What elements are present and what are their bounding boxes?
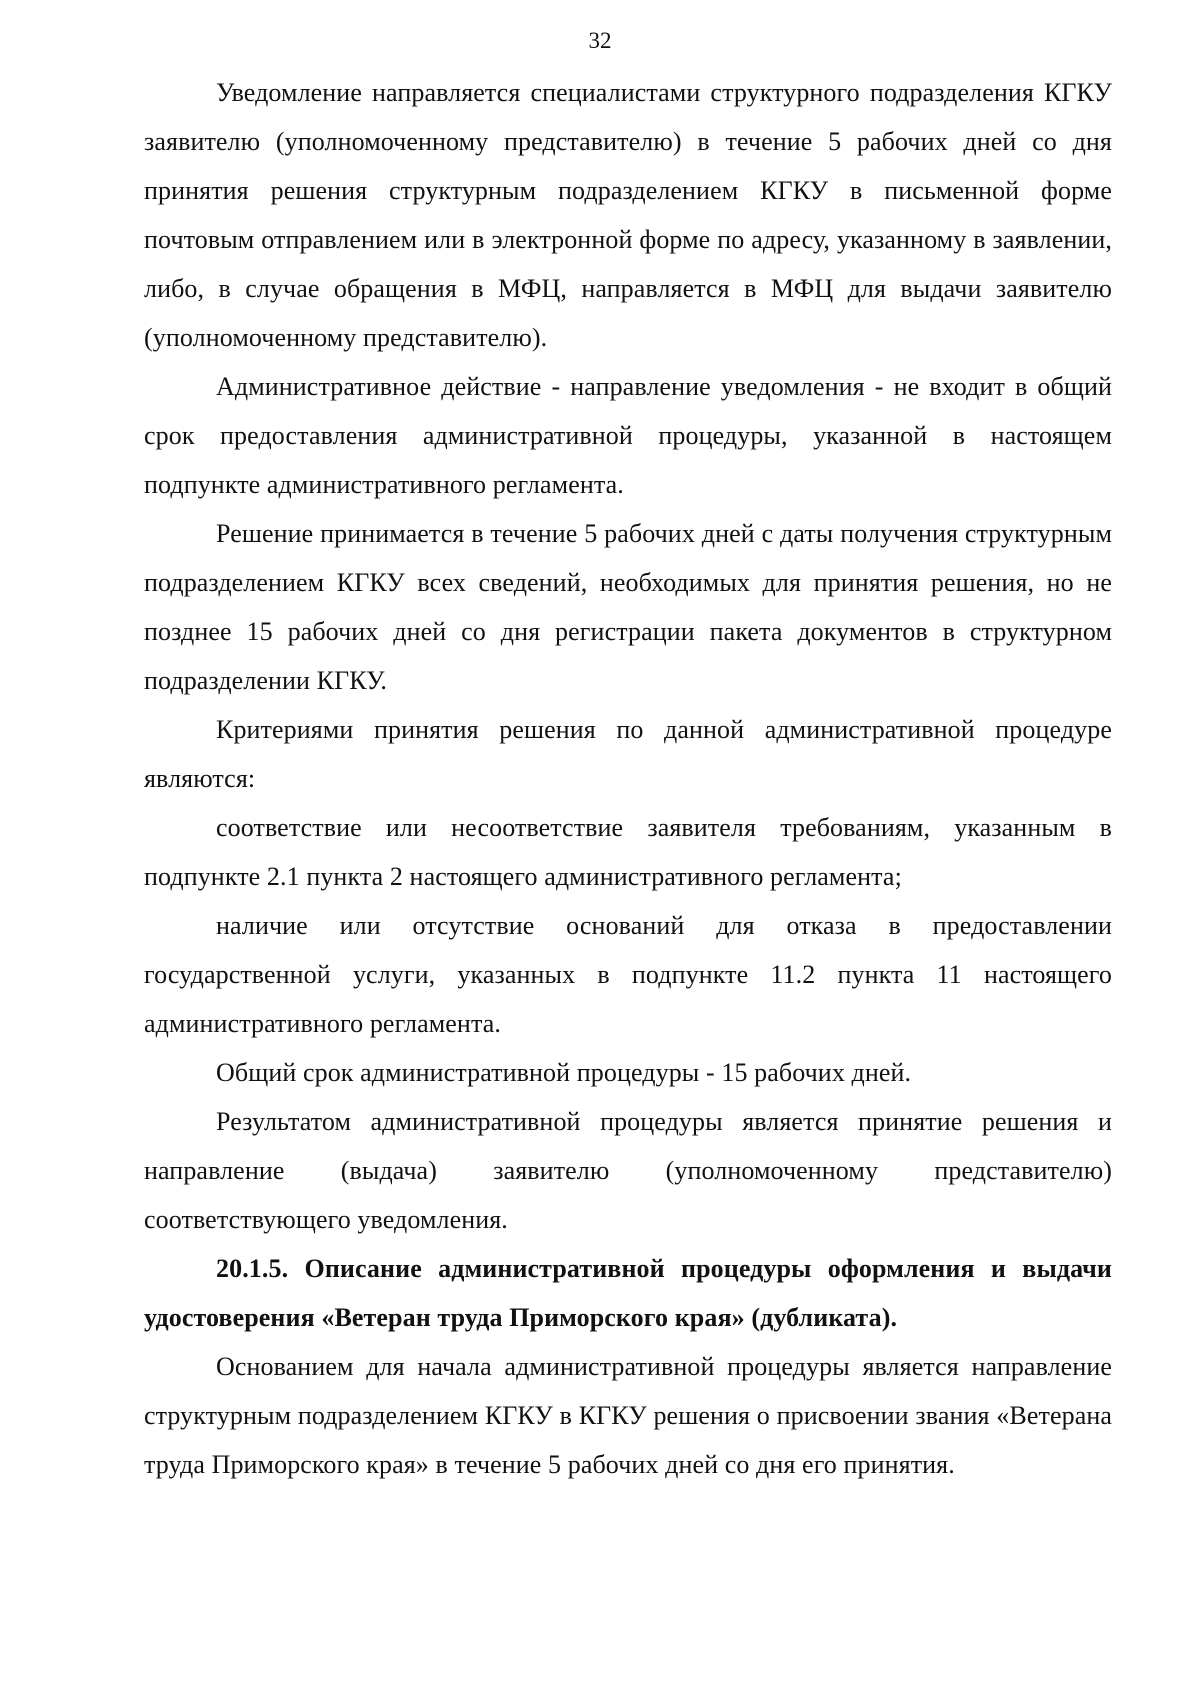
paragraph-decision-term: Решение принимается в течение 5 рабочих дней с даты получения структурным подразделением КГКУ всех сведений, необходимых для принятия решения, но не позднее 15 рабочих дней со дня регистрации пакета документов в структурном подразделении КГКУ. [144, 519, 1112, 695]
paragraph-criterion-requirements: соответствие или несоответствие заявителя требованиям, указанным в подпункте 2.1 пункта 2 настоящего административного регламента; [144, 813, 1112, 891]
page-number: 32 [588, 28, 612, 53]
paragraph-criterion-refusal-grounds: наличие или отсутствие оснований для отказа в предоставлении государственной услуги, указанных в подпункте 11.2 пункта 11 настоящего административного регламента. [144, 911, 1112, 1038]
paragraph-total-term: Общий срок административной процедуры - 15 рабочих дней. [216, 1058, 912, 1087]
paragraph-decision-criteria: Критериями принятия решения по данной административной процедуре являются: [144, 715, 1112, 793]
paragraph-procedure-basis: Основанием для начала административной процедуры является направление структурным подразделением КГКУ в КГКУ решения о присвоении звания «Ветерана труда Приморского края» в течение 5 рабочих дней со дня его принятия. [144, 1352, 1112, 1479]
paragraph-administrative-action: Административное действие - направление уведомления - не входит в общий срок предоставления административной процедуры, указанной в настоящем подпункте административного регламента. [144, 372, 1112, 499]
paragraph-procedure-result: Результатом административной процедуры является принятие решения и направление (выдача) заявителю (уполномоченному представителю) соответствующего уведомления. [144, 1107, 1112, 1234]
section-heading-20-1-5: 20.1.5. Описание административной процедуры оформления и выдачи удостоверения «Ветеран труда Приморского края» (дубликата). [144, 1254, 1112, 1332]
paragraph-notification-delivery: Уведомление направляется специалистами структурного подразделения КГКУ заявителю (уполномоченному представителю) в течение 5 рабочих дней со дня принятия решения структурным подразделением КГКУ в письменной форме почтовым отправлением или в электронной форме по адресу, указанному в заявлении, либо, в случае обращения в МФЦ, направляется в МФЦ для выдачи заявителю (уполномоченному представителю). [144, 78, 1112, 352]
document-body [144, 68, 1112, 1489]
